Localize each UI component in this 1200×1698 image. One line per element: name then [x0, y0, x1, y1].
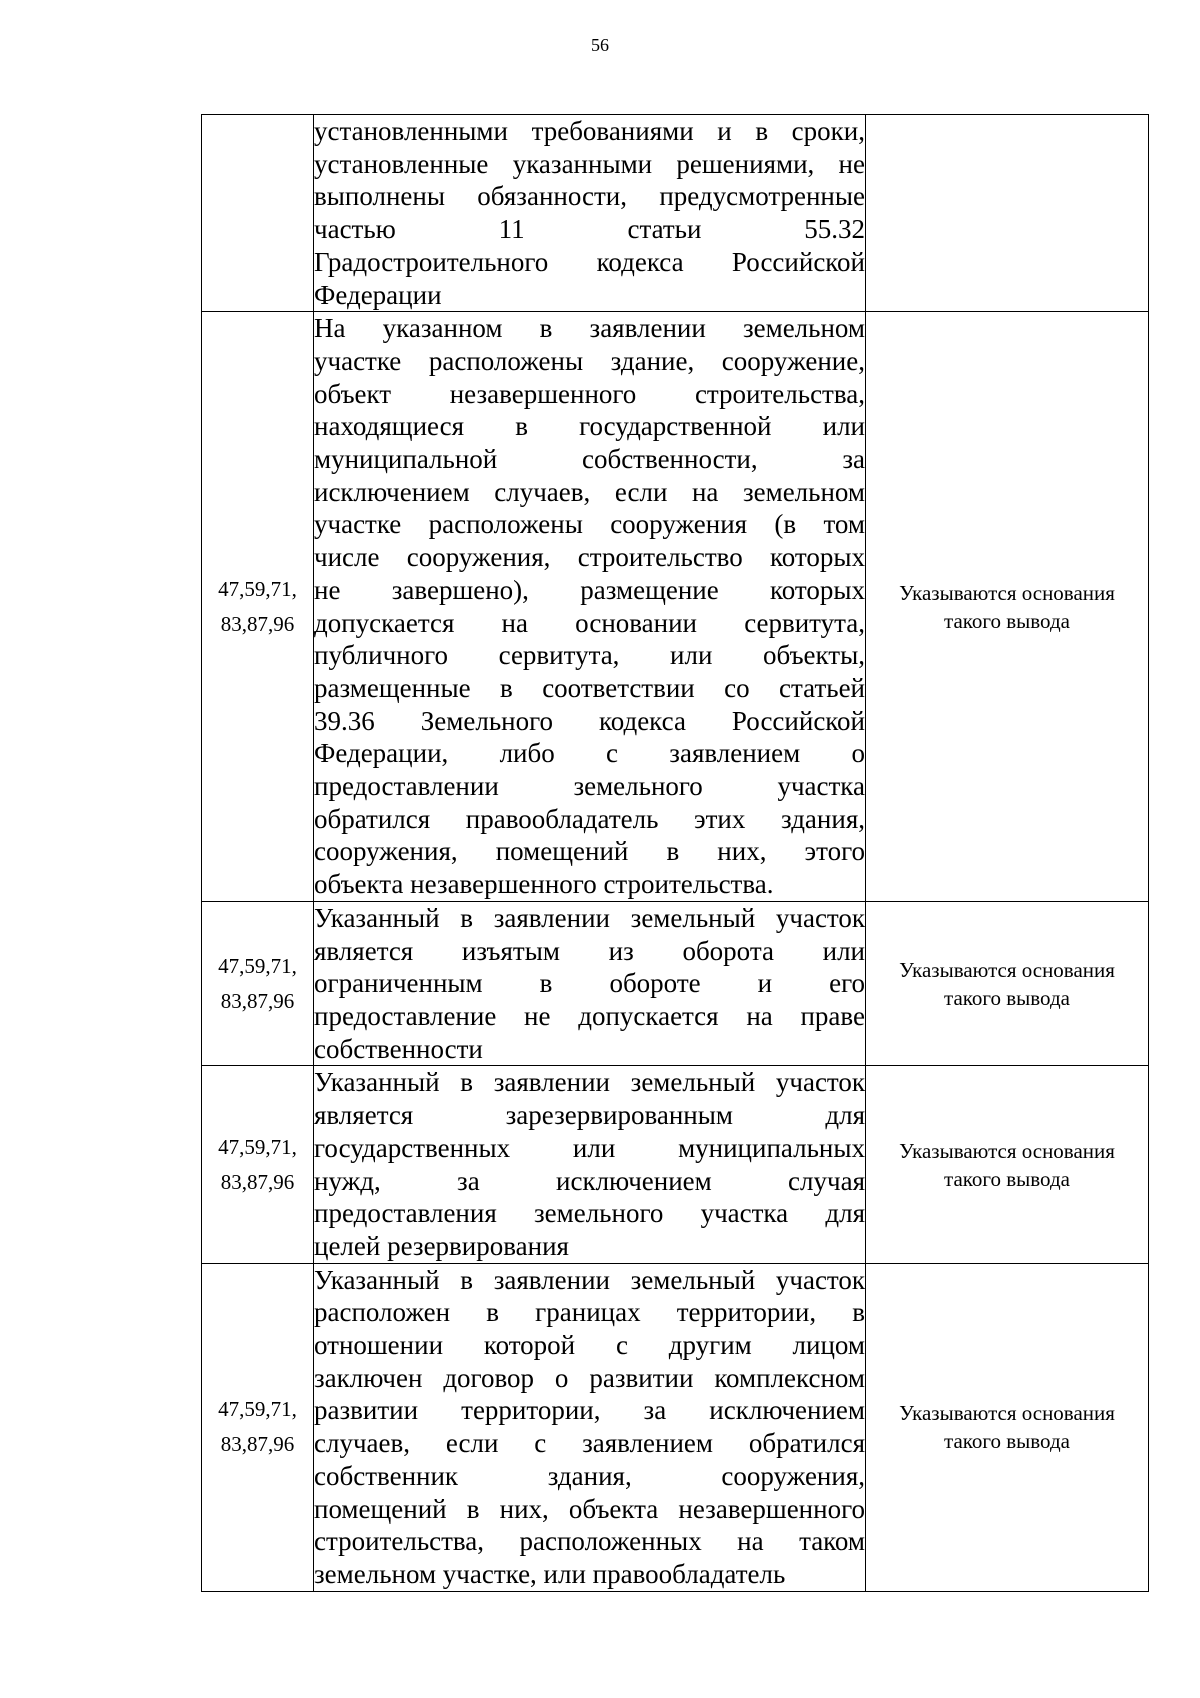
text-line: сооружения, помещений в них, этого [314, 836, 865, 867]
text-line: частью 11 статьи 55.32 [314, 214, 865, 245]
codes-cell [202, 1066, 314, 1263]
codes-cell [202, 1263, 314, 1591]
text-line: нужд, за исключением случая [314, 1165, 865, 1196]
table-row [202, 1066, 1149, 1263]
table-row [202, 115, 1149, 312]
codes-cell [202, 901, 314, 1066]
text-line: участке расположены здание, сооружение, [314, 345, 865, 376]
note-line: такого вывода [944, 1429, 1070, 1454]
codes-cell [202, 115, 314, 312]
text-line: находящиеся в государственной или [314, 411, 865, 442]
note-line: Указываются основания [899, 957, 1115, 982]
text-line: отношении которой с другим лицом [314, 1330, 865, 1361]
note-line: Указываются основания [899, 1138, 1115, 1163]
note-line: такого вывода [944, 608, 1070, 633]
code-line: 47,59,71, [218, 1134, 297, 1159]
text-line: Федерации [314, 279, 442, 310]
text-line: государственных или муниципальных [314, 1132, 865, 1163]
text-line: обратился правообладатель этих здания, [314, 803, 865, 834]
text-line: участке расположены сооружения (в том [314, 509, 865, 540]
note-cell [866, 1066, 1149, 1263]
note-cell [866, 1263, 1149, 1591]
code-line: 47,59,71, [218, 953, 297, 978]
text-line: допускается на основании сервитута, [314, 607, 865, 638]
text-line: заключен договор о развитии комплексном [314, 1362, 865, 1393]
text-line: является зарезервированным для [314, 1100, 865, 1131]
text-line: 39.36 Земельного кодекса Российской [314, 705, 865, 736]
text-line: собственник здания, сооружения, [314, 1460, 865, 1491]
ground-text-cell [314, 901, 866, 1066]
code-line: 83,87,96 [220, 611, 295, 636]
table-row [202, 312, 1149, 902]
text-line: Градостроительного кодекса Российской [314, 246, 865, 277]
note-cell [866, 901, 1149, 1066]
code-line: 83,87,96 [220, 988, 295, 1013]
text-line: ограниченным в обороте и его [314, 968, 865, 999]
code-line: 47,59,71, [218, 1397, 297, 1422]
text-line: помещений в них, объекта незавершенного [314, 1493, 865, 1524]
text-line: земельном участке, или правообладатель [314, 1558, 786, 1589]
text-line: исключением случаев, если на земельном [314, 476, 865, 507]
text-line: муниципальной собственности, за [314, 444, 865, 475]
text-line: развитии территории, за исключением [314, 1395, 865, 1426]
text-line: предоставление не допускается на праве [314, 1000, 865, 1031]
text-line: случаев, если с заявлением обратился [314, 1428, 865, 1459]
ground-text-cell [314, 115, 866, 312]
grounds-table [201, 114, 1149, 1592]
note-cell [866, 312, 1149, 902]
code-line: 47,59,71, [218, 576, 297, 601]
text-line: числе сооружения, строительство которых [314, 542, 865, 573]
table-row [202, 901, 1149, 1066]
text-line: предоставления земельного участка для [314, 1198, 865, 1229]
text-line: не завершено), размещение которых [314, 574, 865, 605]
text-line: размещенные в соответствии со статьей [314, 672, 865, 703]
text-line: Указанный в заявлении земельный участок [314, 1264, 865, 1295]
table-row [202, 1263, 1149, 1591]
ground-text-cell [314, 1066, 866, 1263]
text-line: Федерации, либо с заявлением о [314, 738, 865, 769]
text-line: расположен в границах территории, в [314, 1297, 865, 1328]
text-line: целей резервирования [314, 1230, 569, 1261]
text-line: установленными требованиями и в сроки, [314, 116, 865, 146]
text-line: предоставлении земельного участка [314, 771, 865, 802]
ground-text-cell [314, 1263, 866, 1591]
text-line: объекта незавершенного строительства. [314, 869, 774, 900]
ground-text-cell [314, 312, 866, 902]
grounds-table-body [202, 115, 1149, 1592]
text-line: Указанный в заявлении земельный участок [314, 1067, 865, 1098]
code-line: 83,87,96 [220, 1432, 295, 1457]
text-line: является изъятым из оборота или [314, 935, 865, 966]
note-line: Указываются основания [899, 1401, 1115, 1426]
text-line: выполнены обязанности, предусмотренные [314, 181, 865, 212]
text-line: строительства, расположенных на таком [314, 1526, 865, 1557]
text-line: Указанный в заявлении земельный участок [314, 902, 865, 933]
note-cell [866, 115, 1149, 312]
page-number: 56 [591, 35, 609, 55]
note-line: такого вывода [944, 1166, 1070, 1191]
code-line: 83,87,96 [220, 1169, 295, 1194]
text-line: установленные указанными решениями, не [314, 148, 865, 179]
text-line: публичного сервитута, или объекты, [314, 640, 865, 671]
note-line: Указываются основания [899, 580, 1115, 605]
text-line: На указанном в заявлении земельном [314, 313, 865, 344]
note-line: такого вывода [944, 985, 1070, 1010]
codes-cell [202, 312, 314, 902]
text-line: объект незавершенного строительства, [314, 378, 865, 409]
text-line: собственности [314, 1033, 483, 1064]
